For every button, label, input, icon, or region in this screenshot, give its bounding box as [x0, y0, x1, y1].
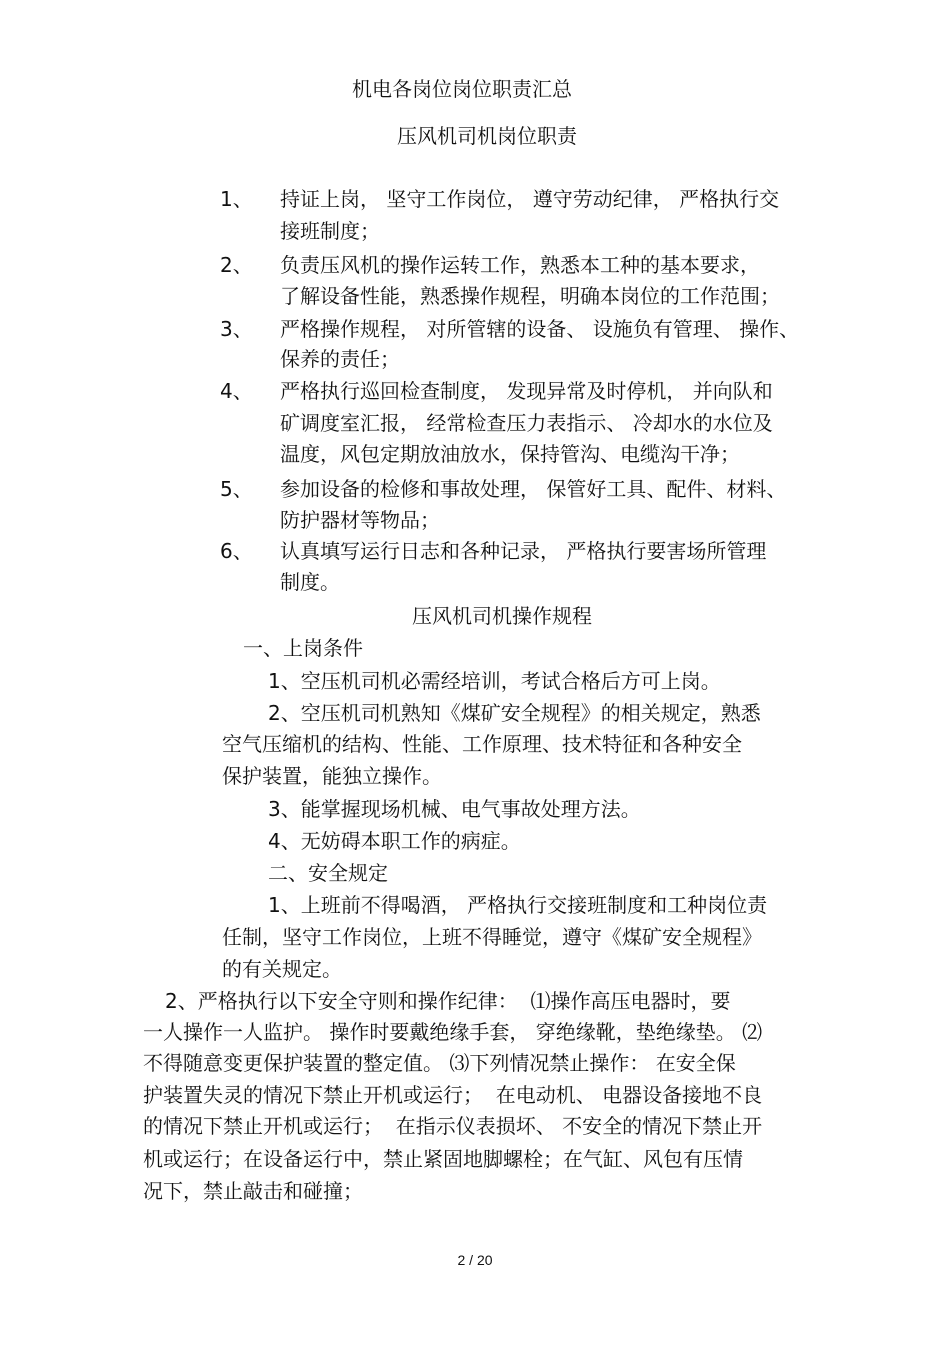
paragraph-line: 的有关规定。	[222, 957, 342, 981]
section-heading: 二、安全规定	[268, 861, 388, 885]
paragraph-line: 任制，坚守工作岗位，上班不得睡觉，遵守《煤矿安全规程》	[222, 925, 762, 949]
paragraph-line: 2、严格执行以下安全守则和操作纪律： ⑴操作高压电器时，要	[165, 989, 731, 1013]
list-item-number: 6、	[220, 539, 253, 563]
list-item-text: 保养的责任；	[280, 347, 400, 371]
paragraph-line: 4、无妨碍本职工作的病症。	[268, 829, 521, 853]
paragraph-line: 护装置失灵的情况下禁止开机或运行； 在电动机、 电器设备接地不良	[143, 1083, 763, 1107]
list-item-text: 认真填写运行日志和各种记录， 严格执行要害场所管理	[280, 539, 767, 563]
list-item-text: 了解设备性能，熟悉操作规程，明确本岗位的工作范围；	[280, 284, 780, 308]
paragraph-line: 空气压缩机的结构、性能、工作原理、技术特征和各种安全	[222, 732, 742, 756]
paragraph-line: 的情况下禁止开机或运行； 在指示仪表损坏、 不安全的情况下禁止开	[143, 1114, 763, 1138]
page-number: 2 / 20	[457, 1252, 493, 1268]
paragraph-line: 不得随意变更保护装置的整定值。 ⑶下列情况禁止操作： 在安全保	[143, 1051, 736, 1075]
section-title-duties: 压风机司机岗位职责	[397, 124, 577, 148]
paragraph-line: 1、空压机司机必需经培训，考试合格后方可上岗。	[268, 669, 721, 693]
paragraph-line: 3、能掌握现场机械、电气事故处理方法。	[268, 797, 641, 821]
list-item-text: 制度。	[280, 570, 340, 594]
paragraph-line: 保护装置，能独立操作。	[222, 764, 442, 788]
list-item-number: 4、	[220, 379, 253, 403]
section-title-procedure: 压风机司机操作规程	[412, 604, 592, 628]
list-item-text: 接班制度；	[280, 219, 380, 243]
paragraph-line: 机或运行；在设备运行中，禁止紧固地脚螺栓；在气缸、风包有压情	[143, 1147, 743, 1171]
list-item-text: 温度，风包定期放油放水，保持管沟、电缆沟干净；	[280, 442, 740, 466]
list-item-text: 防护器材等物品；	[280, 508, 440, 532]
paragraph-line: 1、上班前不得喝酒， 严格执行交接班制度和工种岗位责	[268, 893, 768, 917]
paragraph-line: 况下，禁止敲击和碰撞；	[143, 1179, 363, 1203]
list-item-text: 严格执行巡回检查制度， 发现异常及时停机， 并向队和	[280, 379, 773, 403]
list-item-number: 5、	[220, 477, 253, 501]
paragraph-line: 2、空压机司机熟知《煤矿安全规程》的相关规定，熟悉	[268, 701, 761, 725]
section-heading: 一、上岗条件	[243, 636, 363, 660]
list-item-text: 严格操作规程， 对所管辖的设备、 设施负有管理、 操作、	[280, 317, 800, 341]
list-item-text: 参加设备的检修和事故处理， 保管好工具、配件、材料、	[280, 477, 787, 501]
list-item-number: 1、	[220, 187, 253, 211]
paragraph-line: 一人操作一人监护。 操作时要戴绝缘手套， 穿绝缘靴，垫绝缘垫。 ⑵	[143, 1020, 763, 1044]
list-item-text: 矿调度室汇报， 经常检查压力表指示、 冷却水的水位及	[280, 411, 773, 435]
list-item-number: 2、	[220, 253, 253, 277]
list-item-text: 持证上岗， 坚守工作岗位， 遵守劳动纪律， 严格执行交	[280, 187, 780, 211]
list-item-number: 3、	[220, 317, 253, 341]
document-title: 机电各岗位岗位职责汇总	[352, 77, 572, 101]
list-item-text: 负责压风机的操作运转工作，熟悉本工种的基本要求，	[280, 253, 760, 277]
